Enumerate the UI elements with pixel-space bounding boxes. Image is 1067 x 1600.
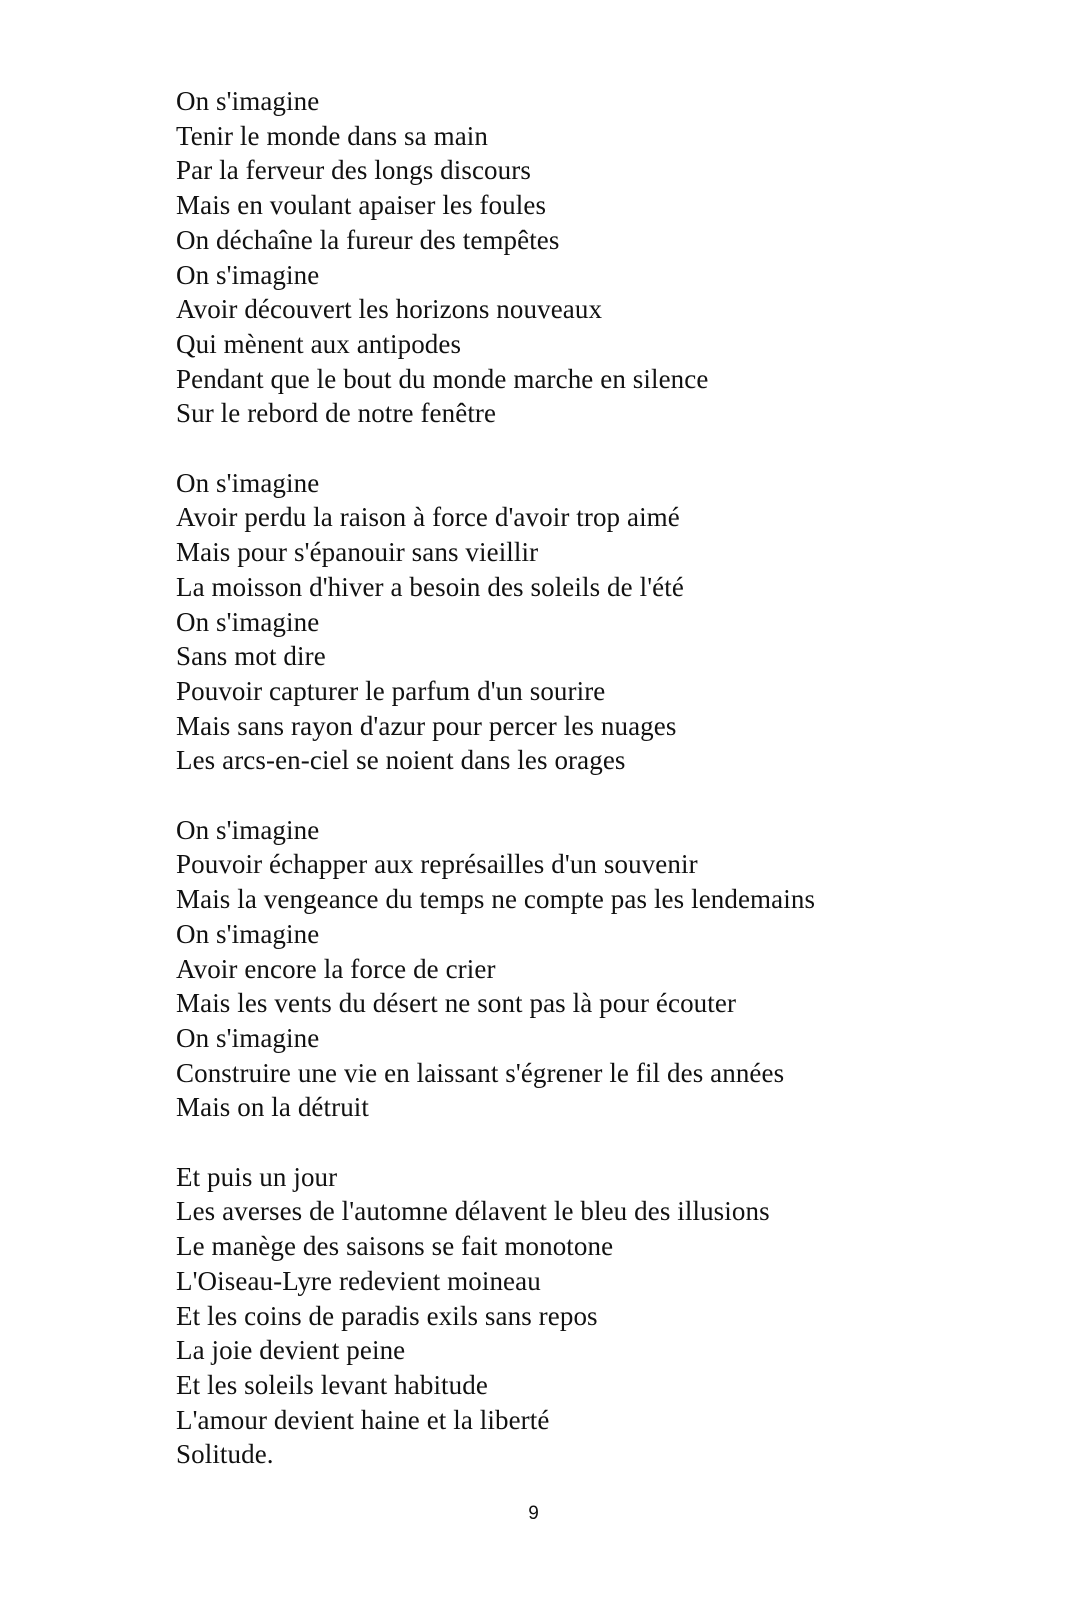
poem-line: L'amour devient haine et la liberté xyxy=(176,1404,550,1435)
poem-body xyxy=(176,84,1036,1472)
poem-line: Les arcs-en-ciel se noient dans les orages xyxy=(176,745,626,776)
poem-line: Mais sans rayon d'azur pour percer les nuages xyxy=(176,710,677,741)
poem-line: Avoir découvert les horizons nouveaux xyxy=(176,294,603,325)
stanza-1 xyxy=(176,84,1036,431)
poem-line: On s'imagine xyxy=(176,467,320,498)
poem-line: Les averses de l'automne délavent le bleu des illusions xyxy=(176,1196,770,1227)
poem-line: Et les coins de paradis exils sans repos xyxy=(176,1300,598,1331)
poem-line: Mais les vents du désert ne sont pas là pour écouter xyxy=(176,988,737,1019)
poem-line: La joie devient peine xyxy=(176,1335,406,1366)
stanza-2 xyxy=(176,466,1036,778)
poem-line: Mais en voulant apaiser les foules xyxy=(176,190,547,221)
poem-line: On s'imagine xyxy=(176,814,320,845)
poem-line: Qui mènent aux antipodes xyxy=(176,328,462,359)
poem-line: Mais pour s'épanouir sans vieillir xyxy=(176,537,539,568)
poem-line: On déchaîne la fureur des tempêtes xyxy=(176,224,560,255)
poem-line: Construire une vie en laissant s'égrener le fil des années xyxy=(176,1057,785,1088)
poem-line: Mais la vengeance du temps ne compte pas les lendemains xyxy=(176,884,816,915)
poem-line: Sur le rebord de notre fenêtre xyxy=(176,398,497,429)
poem-line: Pouvoir échapper aux représailles d'un souvenir xyxy=(176,849,698,880)
stanza-3 xyxy=(176,813,1036,1125)
poem-line: L'Oiseau-Lyre redevient moineau xyxy=(176,1265,541,1296)
poem-line: Avoir encore la force de crier xyxy=(176,953,496,984)
poem-line: On s'imagine xyxy=(176,259,320,290)
poem-line: Pendant que le bout du monde marche en silence xyxy=(176,363,709,394)
poem-line: On s'imagine xyxy=(176,86,320,116)
poem-line: Par la ferveur des longs discours xyxy=(176,155,531,186)
poem-line: On s'imagine xyxy=(176,1022,320,1053)
poem-line: Solitude. xyxy=(176,1439,274,1470)
poem-line: Sans mot dire xyxy=(176,641,326,672)
poem-line: Le manège des saisons se fait monotone xyxy=(176,1231,614,1262)
poem-line: La moisson d'hiver a besoin des soleils de l'été xyxy=(176,571,684,602)
poem-line: On s'imagine xyxy=(176,606,320,637)
poem-line: Avoir perdu la raison à force d'avoir trop aimé xyxy=(176,502,680,533)
poem-line: Et les soleils levant habitude xyxy=(176,1369,488,1400)
page-number: 9 xyxy=(528,1503,539,1524)
stanza-4 xyxy=(176,1160,1036,1472)
poem-line: Tenir le monde dans sa main xyxy=(176,120,488,151)
poem-line: Mais on la détruit xyxy=(176,1092,370,1123)
poem-line: On s'imagine xyxy=(176,918,320,949)
poem-line: Et puis un jour xyxy=(176,1161,338,1192)
poem-line: Pouvoir capturer le parfum d'un sourire xyxy=(176,675,606,706)
